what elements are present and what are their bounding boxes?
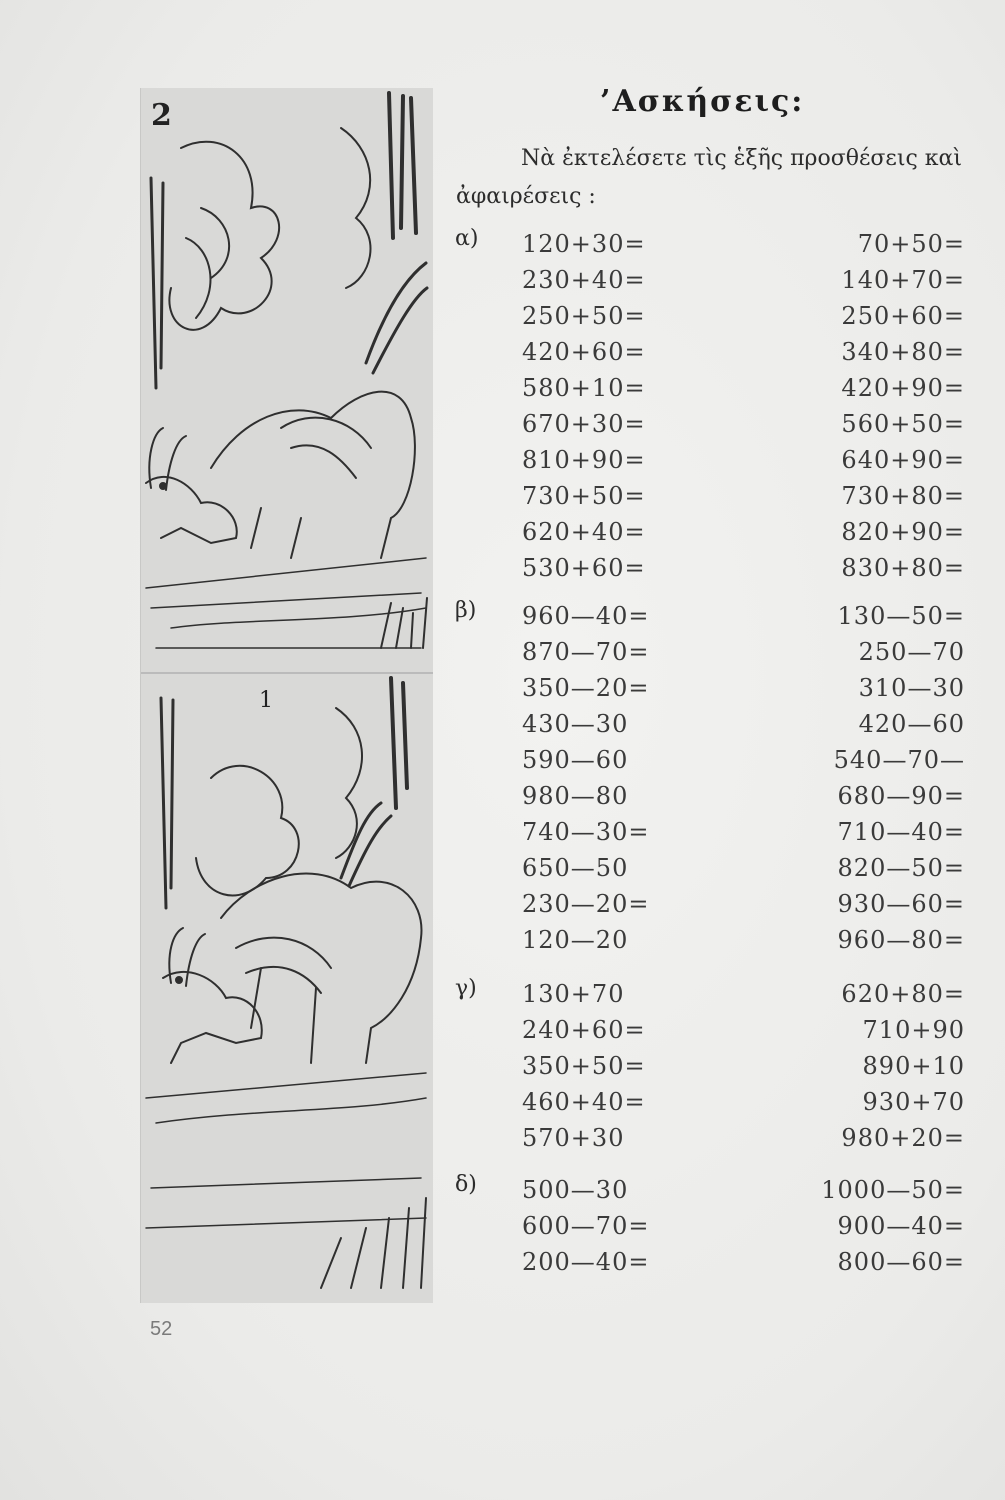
exercise-item: 620+80= (841, 980, 965, 1008)
exercise-item: 130—50= (837, 602, 965, 630)
exercise-item: 640+90= (841, 446, 965, 474)
exercise-item: 350+50= (522, 1052, 646, 1080)
exercise-item: 730+50= (522, 482, 646, 510)
exercise-item: 890+10 (862, 1052, 965, 1080)
exercise-item: 140+70= (841, 266, 965, 294)
exercise-item: 420—60 (858, 710, 965, 738)
exercise-item: 590—60 (522, 746, 629, 774)
exercise-label: δ) (455, 1172, 477, 1197)
exercise-item: 250—70 (858, 638, 965, 666)
exercise-item: 240+60= (522, 1016, 646, 1044)
exercise-item: 710—40= (837, 818, 965, 846)
exercise-item: 130+70 (522, 980, 625, 1008)
exercise-item: 580+10= (522, 374, 646, 402)
exercise-item: 120—20 (522, 926, 629, 954)
exercise-column-left (522, 1172, 649, 1280)
exercise-column-right (834, 598, 965, 958)
exercise-item: 420+60= (522, 338, 646, 366)
exercise-item: 530+60= (522, 554, 646, 582)
exercise-item: 120+30= (522, 230, 646, 258)
instructions-line-1: Νὰ ἐκτελέσετε τὶς ἑξῆς προσθέσεις καὶ (521, 146, 962, 171)
exercise-item: 200—40= (522, 1248, 650, 1276)
exercise-column-left (522, 598, 649, 958)
exercise-item: 960—40= (522, 602, 650, 630)
exercise-item: 740—30= (522, 818, 650, 846)
panel-number-2: 2 (151, 98, 172, 133)
exercise-item: 930+70 (862, 1088, 965, 1116)
exercise-item: 340+80= (841, 338, 965, 366)
exercise-label: α) (455, 226, 479, 251)
exercise-item: 250+50= (522, 302, 646, 330)
exercise-item: 730+80= (841, 482, 965, 510)
exercise-column-left (522, 976, 646, 1156)
exercise-item: 820+90= (841, 518, 965, 546)
exercise-item: 820—50= (837, 854, 965, 882)
exercise-item: 570+30 (522, 1124, 625, 1152)
exercise-item: 930—60= (837, 890, 965, 918)
exercise-item: 620+40= (522, 518, 646, 546)
exercise-item: 250+60= (841, 302, 965, 330)
exercises-title: ’Ασκήσεις: (600, 84, 805, 119)
exercise-item: 650—50 (522, 854, 629, 882)
exercise-item: 710+90 (862, 1016, 965, 1044)
exercise-item: 810+90= (522, 446, 646, 474)
exercise-item: 600—70= (522, 1212, 650, 1240)
illustration-panel (140, 88, 433, 1303)
exercise-item: 420+90= (841, 374, 965, 402)
exercise-item: 350—20= (522, 674, 650, 702)
exercise-item: 560+50= (841, 410, 965, 438)
exercise-item: 310—30 (858, 674, 965, 702)
exercise-item: 980—80 (522, 782, 629, 810)
exercise-item: 800—60= (837, 1248, 965, 1276)
exercise-item: 230+40= (522, 266, 646, 294)
exercise-item: 1000—50= (821, 1176, 965, 1204)
exercise-item: 500—30 (522, 1176, 629, 1204)
exercise-item: 980+20= (841, 1124, 965, 1152)
exercise-item: 670+30= (522, 410, 646, 438)
instructions-line-2: ἀφαιρέσεις : (456, 184, 596, 209)
exercise-column-right (841, 976, 965, 1156)
panel-number-1: 1 (259, 688, 273, 713)
exercise-item: 960—80= (837, 926, 965, 954)
exercise-item: 230—20= (522, 890, 650, 918)
exercise-column-right (841, 226, 965, 586)
exercise-item: 830+80= (841, 554, 965, 582)
exercise-item: 70+50= (857, 230, 965, 258)
exercise-item: 540—70— (833, 746, 965, 774)
exercise-label: β) (455, 598, 477, 623)
exercise-column-left (522, 226, 646, 586)
instructions (456, 140, 966, 216)
exercise-item: 430—30 (522, 710, 629, 738)
hunting-scene-illustration (141, 88, 433, 1303)
exercise-item: 900—40= (837, 1212, 965, 1240)
exercise-item: 870—70= (522, 638, 650, 666)
page-number: 52 (150, 1318, 173, 1340)
exercise-label: γ) (455, 976, 477, 1001)
exercise-item: 460+40= (522, 1088, 646, 1116)
exercise-item: 680—90= (837, 782, 965, 810)
exercise-column-right (821, 1172, 965, 1280)
